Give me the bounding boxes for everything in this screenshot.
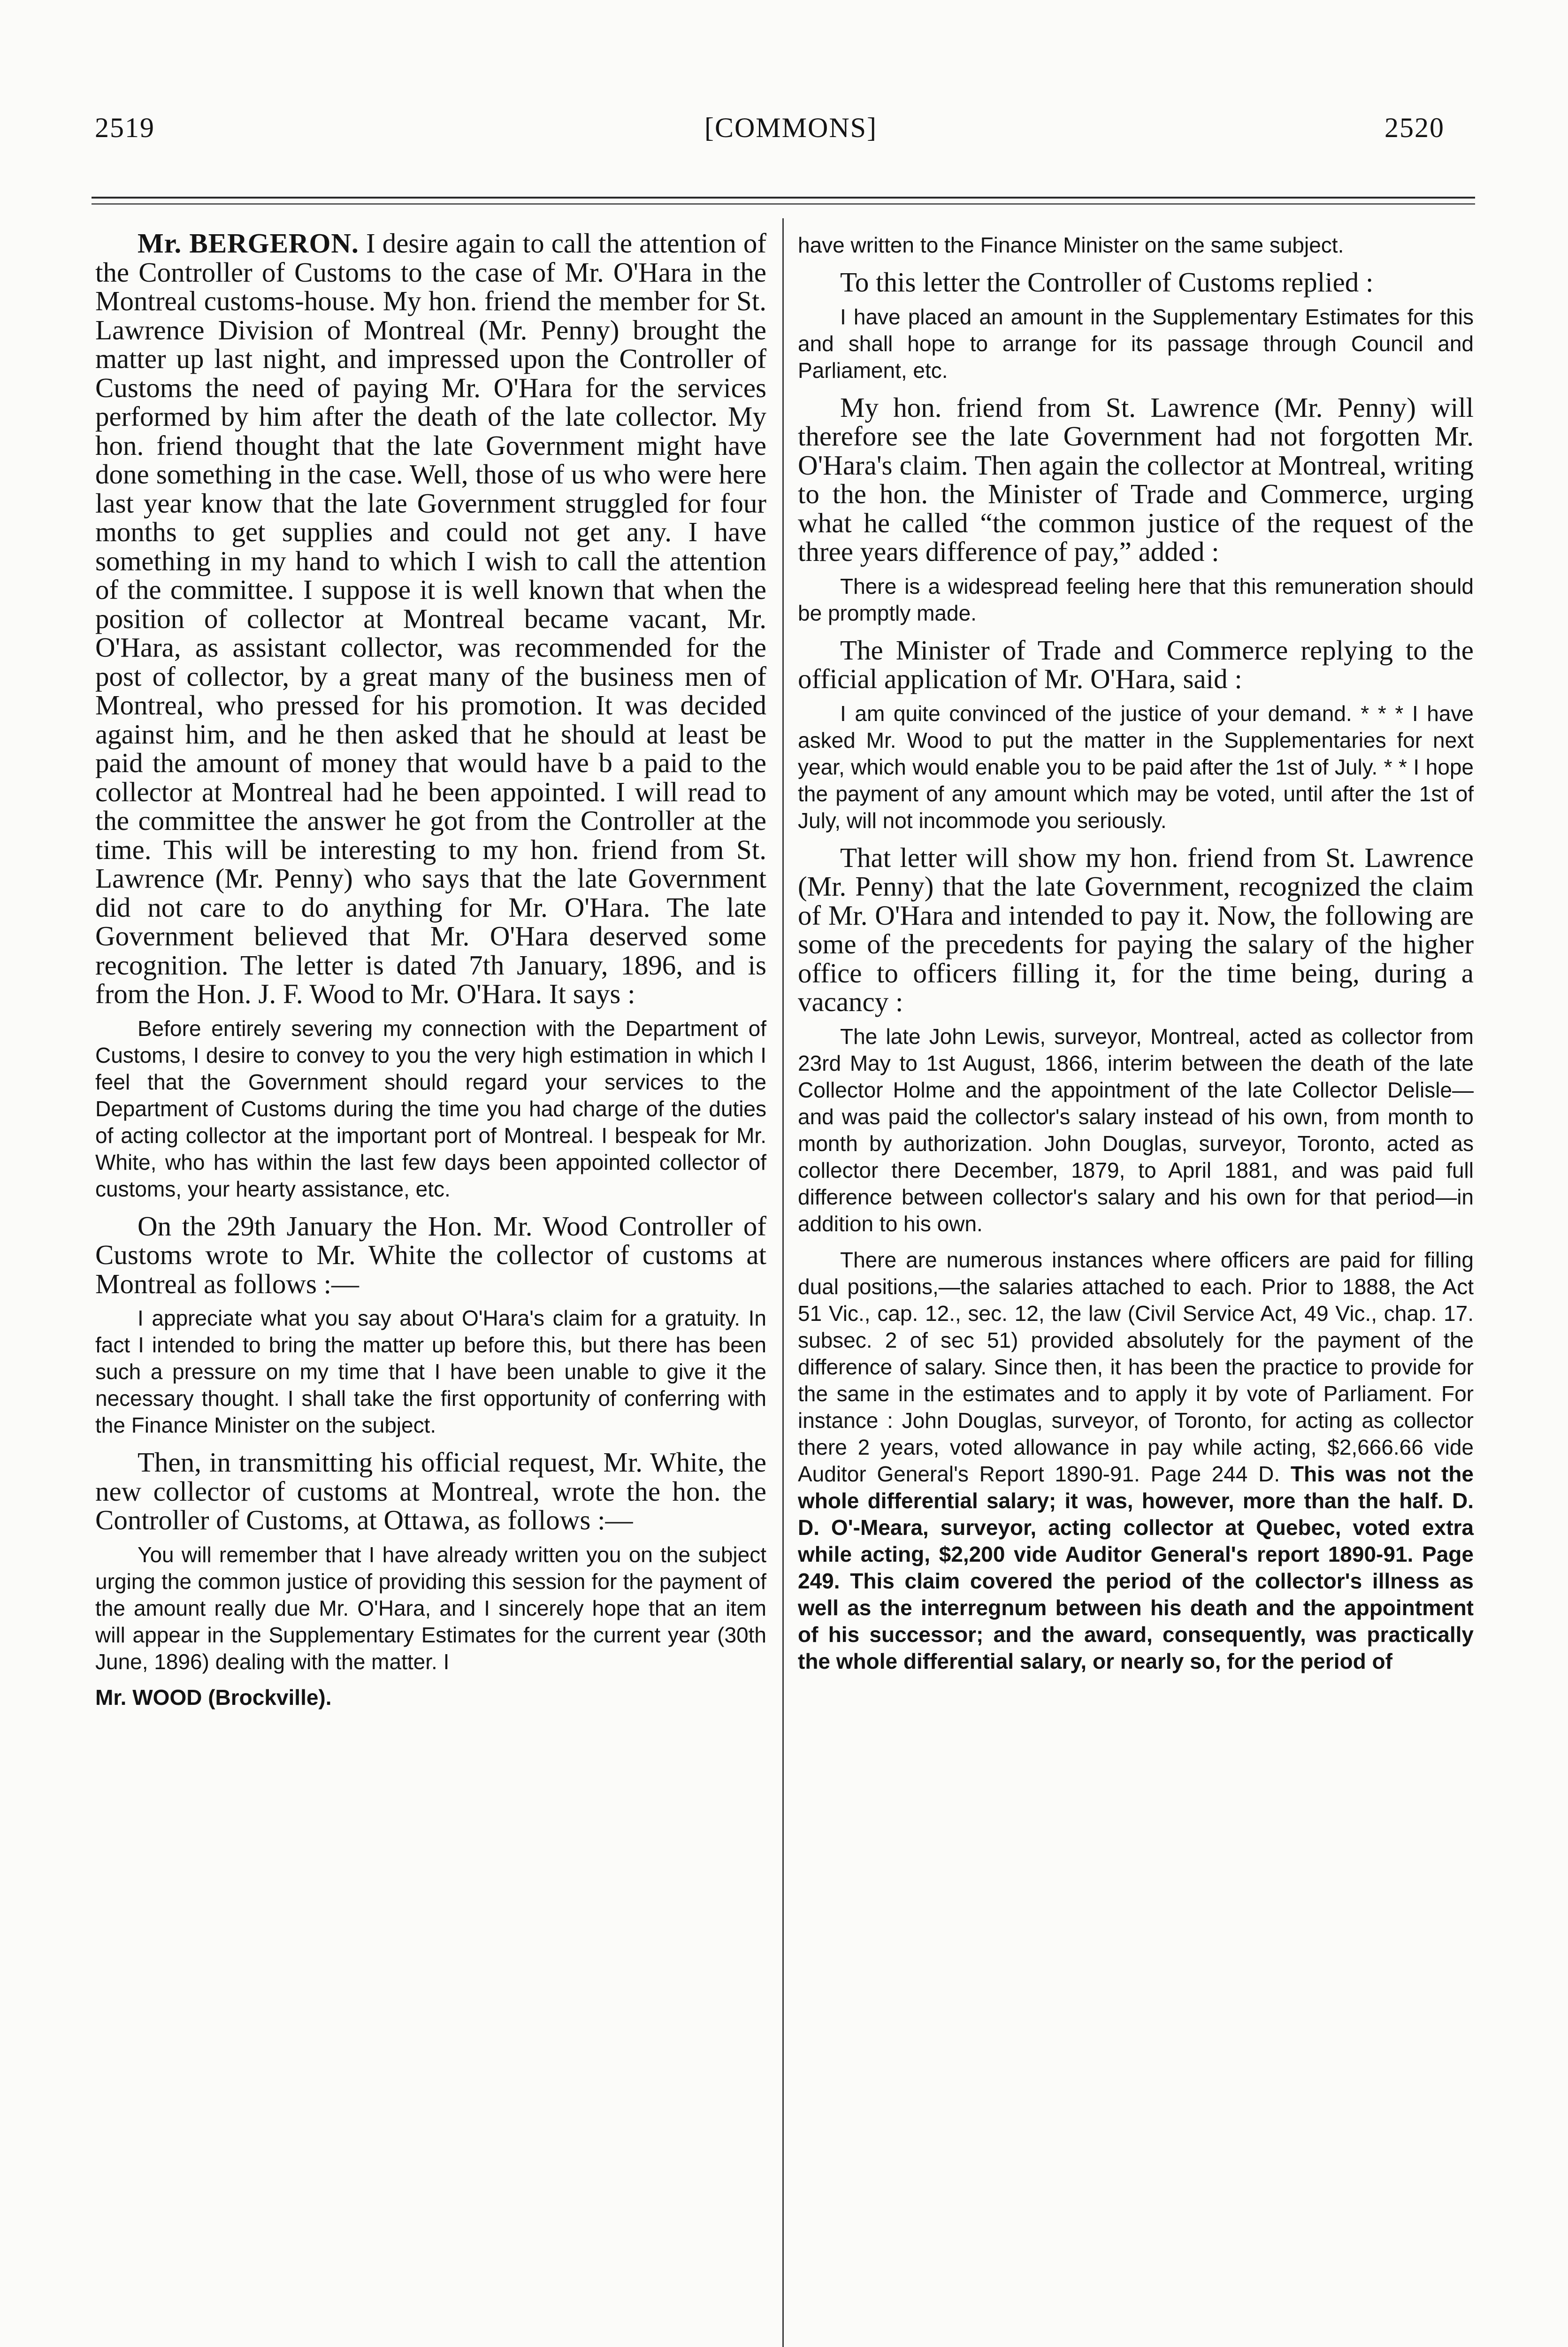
page-number-left: 2519 — [95, 112, 155, 143]
quoted-letter-wood-to-white: I appreciate what you say about O'Hara's claim for a gratuity. In fact I intended to bring the matter up before this, but there has been such a pressure on my time that I have been unable to give it the necessary thought. I shall take the first opportunity of conferring with the Finance Minister on the subject. — [95, 1306, 766, 1437]
speech-paragraph: Then, in transmitting his official request, Mr. White, the new collector of customs at Montreal, wrote the hon. the Controller of Customs, at Ottawa, as follows :— — [95, 1447, 766, 1535]
speaker-name: Mr. BERGERON. — [138, 228, 359, 259]
quoted-precedents: The late John Lewis, surveyor, Montreal, acted as collector from 23rd May to 1st August, 1866, interim between the death of the late Collector Holme and the appointment of the late Collector Delisle—and was paid the collector's salary instead of his own, from month to month by authorization. John Douglas, surveyor, Toronto, acted as collector there December, 1879, to April 1881, and was paid full difference between collector's salary and his own for that period—in addition to his own. — [798, 1024, 1474, 1236]
quoted-letter-white-to-controller: You will remember that I have already written you on the subject urging the common justice of providing this session for the payment of the amount really due Mr. O'Hara, and I sincerely hope that an item will appear in the Supplementary Estimates for the current year (30th June, 1896) dealing with the matter. I — [95, 1542, 766, 1674]
quoted-letter-continuation: have written to the Finance Minister on the same subject. — [798, 233, 1344, 257]
column-divider — [782, 218, 784, 2347]
quoted-instances — [798, 1247, 1474, 1675]
speech-paragraph: That letter will show my hon. friend from St. Lawrence (Mr. Penny) that the late Government, recognized the claim of Mr. O'Hara and intended to pay it. Now, the following are some of the precedents for paying the salary of the higher office to officers filling it, for the time being, during a vacancy : — [798, 842, 1474, 1017]
quoted-feeling: There is a widespread feeling here that this remuneration should be promptly made. — [798, 574, 1474, 625]
speech-paragraph: To this letter the Controller of Customs replied : — [840, 267, 1374, 298]
page-header-title: [COMMONS] — [704, 112, 878, 143]
instances-text: There are numerous instances where officers are paid for filling dual positions,—the salaries attached to each. Prior to 1888, the Act 51 Vic., cap. 12., sec. 12, the law (Civil Service Act, 49 Vic., chap. 17. subsec. 2 of sec 51) provided absolutely for the payment of the difference of salary. Since then, it has been the practice to provide for the same in the estimates and to apply it by vote of Parliament. For instance : John Douglas, surveyor, of Toronto, for acting as collector there 2 years, voted allowance in pay while acting, $2,666.66 vide Auditor General's Report 1890-91. Page 244 D. — [798, 1247, 1474, 1486]
quoted-reply-controller: I have placed an amount in the Supplementary Estimates for this and shall hope to arrange for its passage through Council and Parliament, etc. — [798, 304, 1474, 383]
header-rule-secondary — [92, 203, 1475, 205]
speech-paragraph: On the 29th January the Hon. Mr. Wood Controller of Customs wrote to Mr. White the collector of customs at Montreal as follows :— — [95, 1210, 766, 1299]
speech-bergeron — [95, 229, 766, 1009]
speaker-tag-wood: Mr. WOOD (Brockville). — [95, 1685, 332, 1710]
speech-paragraph: The Minister of Trade and Commerce replying to the official application of Mr. O'Hara, said : — [798, 634, 1474, 694]
page-number-right: 2520 — [1384, 112, 1445, 143]
quoted-letter-wood-to-ohara: Before entirely severing my connection with the Department of Customs, I desire to convey to you the very high estimation in which I feel that the Government should regard your services to the Department of Customs during the time you had charge of the duties of acting collector at the important port of Montreal. I bespeak for Mr. White, who has within the last few days been appointed collector of customs, your hearty assistance, etc. — [95, 1016, 766, 1201]
instances-text-bold: This was not the whole differential salary; it was, however, more than the half. D. D. O'-Meara, surveyor, acting collector at Quebec, voted extra while acting, $2,200 vide Auditor General's report 1890-91. Page 249. This claim covered the period of the collector's illness as well as the interregnum between his death and the appointment of his successor; and the award, consequently, was practically the whole differential salary, or nearly so, for the period of — [798, 1461, 1474, 1673]
left-column — [95, 229, 766, 1710]
quoted-minister-reply: I am quite convinced of the justice of your demand. * * * I have asked Mr. Wood to put the matter in the Supplementaries for next year, which would enable you to be paid after the 1st of July. * * I hope the payment of any amount which may be voted, until after the 1st of July, will not incommode you seriously. — [798, 701, 1474, 833]
speech-text: I desire again to call the attention of the Controller of Customs to the case of Mr. O'Hara in the Montreal customs-house. My hon. friend the member for St. Lawrence Division of Montreal (Mr. Penny) brought the matter up last night, and impressed upon the Controller of Customs the need of paying Mr. O'Hara for the services performed by him after the death of the late collector. My hon. friend thought that the late Government might have done something in the case. Well, those of us who were here last year know that the late Government struggled for four months to get supplies and could not get any. I have something in my hand to which I wish to call the attention of the committee. I suppose it is well known that when the position of collector at Montreal became vacant, Mr. O'Hara, as assistant collector, was recommended for the post of collector, by a great many of the business men of Montreal, who pressed for his promotion. It was decided against him, and he then asked that he should at least be paid the amount of money that would have b a paid to the collector at Montreal had he been appointed. I will read to the committee the answer he got from the Controller at the time. This will be interesting to my hon. friend from St. Lawrence (Mr. Penny) who says that the late Government did not care to do anything for Mr. O'Hara. The late Government believed that Mr. O'Hara deserved some recognition. The letter is dated 7th January, 1896, and is from the Hon. J. F. Wood to Mr. O'Hara. It says : — [95, 228, 767, 1009]
right-column — [798, 229, 1474, 1684]
header-rule — [92, 197, 1475, 199]
speech-paragraph: My hon. friend from St. Lawrence (Mr. Penny) will therefore see the late Government had not forgotten Mr. O'Hara's claim. Then again the collector at Montreal, writing to the hon. the Minister of Trade and Commerce, urging what he called “the common justice of the request of the three years difference of pay,” added : — [798, 391, 1474, 567]
